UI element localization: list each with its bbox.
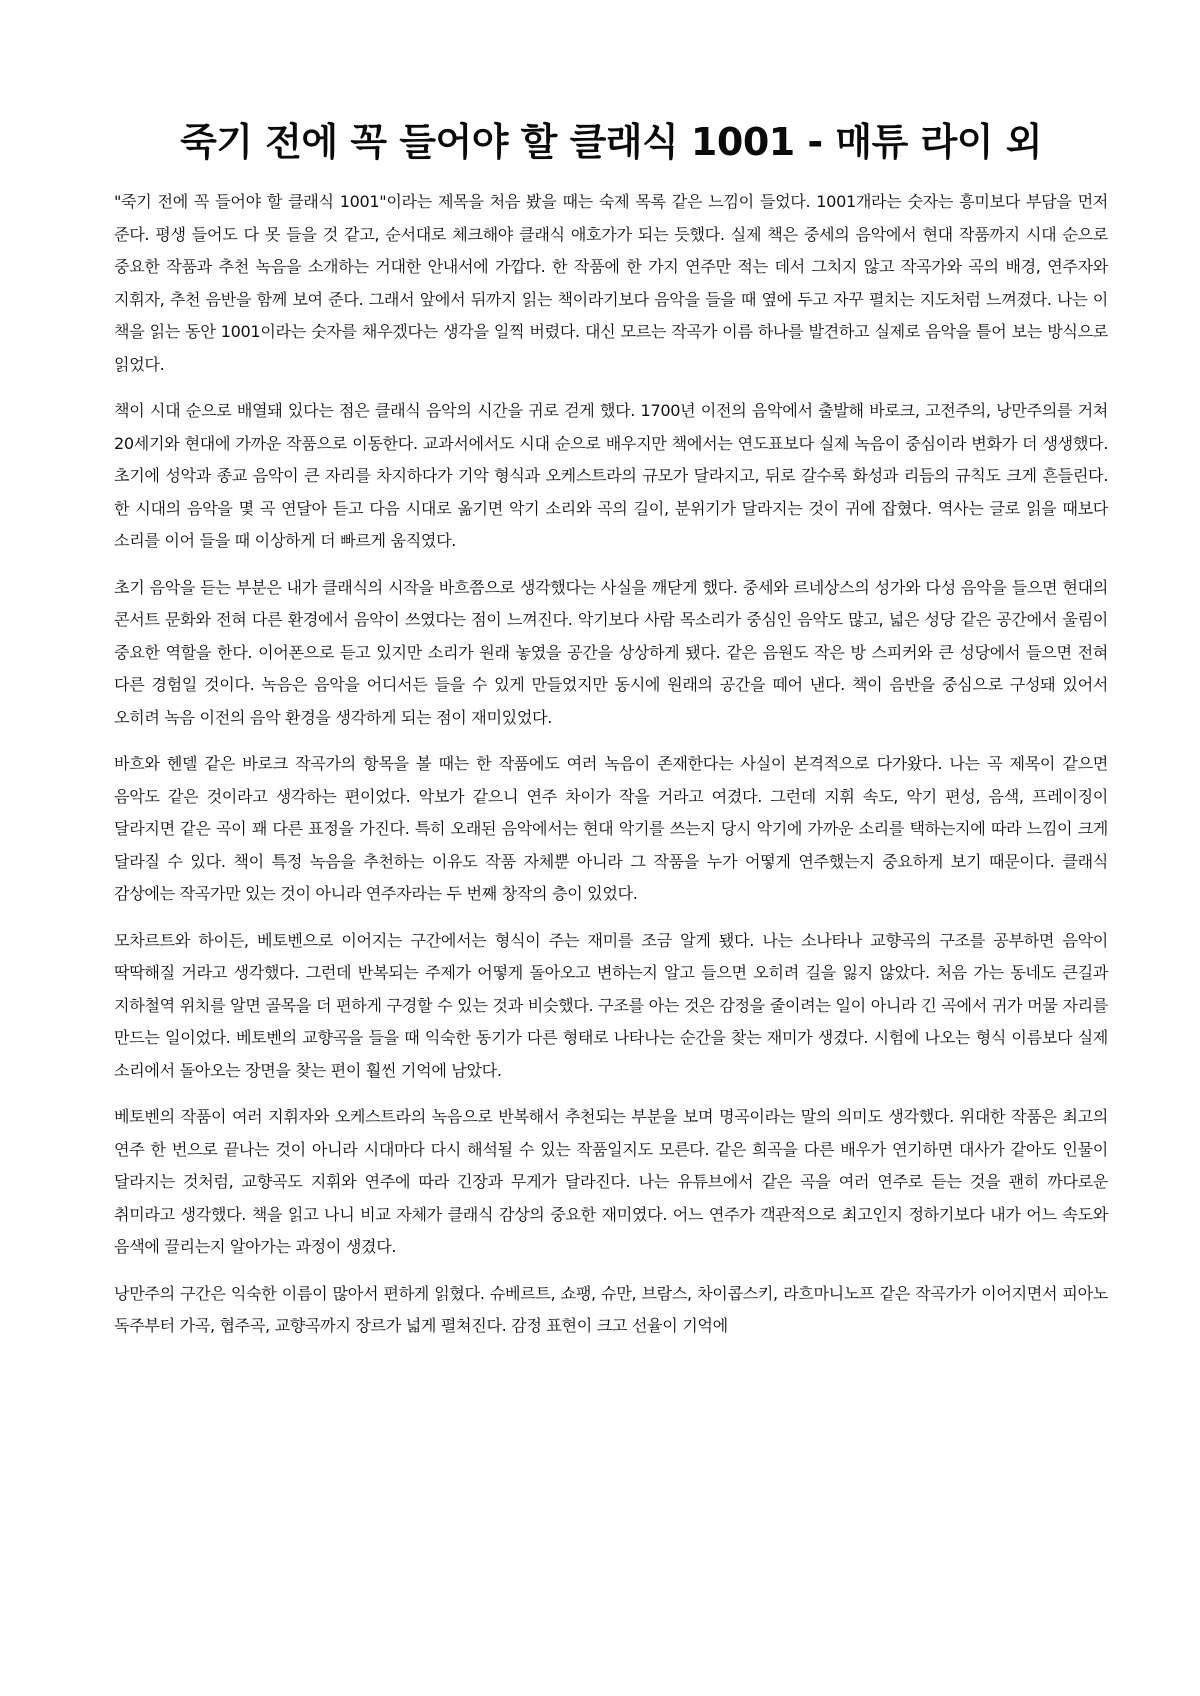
document-body	[114, 186, 1108, 1343]
document-title: 죽기 전에 꼭 들어야 할 클래식 1001 - 매튜 라이 외	[180, 120, 1042, 164]
paragraph-1: "죽기 전에 꼭 들어야 할 클래식 1001"이라는 제목을 처음 봤을 때는 숙제 목록 같은 느낌이 들었다. 1001개라는 숫자는 흥미보다 부담을 먼저 준다. 평생 들어도 다 못 들을 것 같고, 순서대로 체크해야 클래식 애호가가 되는 듯했다. 실제 책은 중세의 음악에서 현대 작품까지 시대 순으로 중요한 작품과 추천 녹음을 소개하는 거대한 안내서에 가깝다. 한 작품에 한 가지 연주만 적는 데서 그치지 않고 작곡가와 곡의 배경, 연주자와 지휘자, 추천 음반을 함께 보여 준다. 그래서 앞에서 뒤까지 읽는 책이라기보다 음악을 들을 때 옆에 두고 자꾸 펼치는 지도처럼 느껴졌다. 나는 이 책을 읽는 동안 1001이라는 숫자를 채우겠다는 생각을 일찍 버렸다. 대신 모르는 작곡가 이름 하나를 발견하고 실제로 음악을 틀어 보는 방식으로 읽었다.	[114, 192, 1108, 374]
paragraph-2: 책이 시대 순으로 배열돼 있다는 점은 클래식 음악의 시간을 귀로 걷게 했다. 1700년 이전의 음악에서 출발해 바로크, 고전주의, 낭만주의를 거쳐 20세기와 현대에 가까운 작품으로 이동한다. 교과서에서도 시대 순으로 배우지만 책에서는 연도표보다 실제 녹음이 중심이라 변화가 더 생생했다. 초기에 성악과 종교 음악이 큰 자리를 차지하다가 기악 형식과 오케스트라의 규모가 달라지고, 뒤로 갈수록 화성과 리듬의 규칙도 크게 흔들린다. 한 시대의 음악을 몇 곡 연달아 듣고 다음 시대로 옮기면 악기 소리와 곡의 길이, 분위기가 달라지는 것이 귀에 잡혔다. 역사는 글로 읽을 때보다 소리를 이어 들을 때 이상하게 더 빠르게 움직였다.	[114, 401, 1108, 550]
paragraph-5: 모차르트와 하이든, 베토벤으로 이어지는 구간에서는 형식이 주는 재미를 조금 알게 됐다. 나는 소나타나 교향곡의 구조를 공부하면 음악이 딱딱해질 거라고 생각했다. 그런데 반복되는 주제가 어떻게 돌아오고 변하는지 알고 들으면 오히려 길을 잃지 않았다. 처음 가는 동네도 큰길과 지하철역 위치를 알면 골목을 더 편하게 구경할 수 있는 것과 비슷했다. 구조를 아는 것은 감정을 줄이려는 일이 아니라 긴 곡에서 귀가 머물 자리를 만드는 일이었다. 베토벤의 교향곡을 들을 때 익숙한 동기가 다른 형태로 나타나는 순간을 찾는 재미가 생겼다. 시험에 나오는 형식 이름보다 실제 소리에서 돌아오는 장면을 찾는 편이 훨씬 기억에 남았다.	[114, 930, 1108, 1080]
paragraph-4: 바흐와 헨델 같은 바로크 작곡가의 항목을 볼 때는 한 작품에도 여러 녹음이 존재한다는 사실이 본격적으로 다가왔다. 나는 곡 제목이 같으면 음악도 같은 것이라고 생각하는 편이었다. 악보가 같으니 연주 차이가 작을 거라고 여겼다. 그런데 지휘 속도, 악기 편성, 음색, 프레이징이 달라지면 같은 곡이 꽤 다른 표정을 가진다. 특히 오래된 음악에서는 현대 악기를 쓰는지 당시 악기에 가까운 소리를 택하는지에 따라 느낌이 크게 달라질 수 있다. 책이 특정 녹음을 추천하는 이유도 작품 자체뿐 아니라 그 작품을 누가 어떻게 연주했는지 중요하게 보기 때문이다. 클래식 감상에는 작곡가만 있는 것이 아니라 연주자라는 두 번째 창작의 층이 있었다.	[114, 754, 1108, 903]
paragraph-3: 초기 음악을 듣는 부분은 내가 클래식의 시작을 바흐쯤으로 생각했다는 사실을 깨닫게 했다. 중세와 르네상스의 성가와 다성 음악을 들으면 현대의 콘서트 문화와 전혀 다른 환경에서 음악이 쓰였다는 점이 느껴진다. 악기보다 사람 목소리가 중심인 음악도 많고, 넓은 성당 같은 공간에서 울림이 중요한 역할을 한다. 이어폰으로 듣고 있지만 소리가 원래 놓였을 공간을 상상하게 됐다. 같은 음원도 작은 방 스피커와 큰 성당에서 들으면 전혀 다른 경험일 것이다. 녹음은 음악을 어디서든 들을 수 있게 만들었지만 동시에 원래의 공간을 떼어 낸다. 책이 음반을 중심으로 구성돼 있어서 오히려 녹음 이전의 음악 환경을 생각하게 되는 점이 재미있었다.	[114, 577, 1108, 727]
paragraph-7: 낭만주의 구간은 익숙한 이름이 많아서 편하게 읽혔다. 슈베르트, 쇼팽, 슈만, 브람스, 차이콥스키, 라흐마니노프 같은 작곡가가 이어지면서 피아노 독주부터 가곡, 협주곡, 교향곡까지 장르가 넓게 펼쳐진다. 감정 표현이 크고 선율이 기억에	[114, 1283, 1108, 1335]
paragraph-6: 베토벤의 작품이 여러 지휘자와 오케스트라의 녹음으로 반복해서 추천되는 부분을 보며 명곡이라는 말의 의미도 생각했다. 위대한 작품은 최고의 연주 한 번으로 끝나는 것이 아니라 시대마다 다시 해석될 수 있는 작품일지도 모른다. 같은 희곡을 다른 배우가 연기하면 대사가 같아도 인물이 달라지는 것처럼, 교향곡도 지휘와 연주에 따라 긴장과 무게가 달라진다. 나는 유튜브에서 같은 곡을 여러 연주로 듣는 것을 괜히 까다로운 취미라고 생각했다. 책을 읽고 나니 비교 자체가 클래식 감상의 중요한 재미였다. 어느 연주가 객관적으로 최고인지 정하기보다 내가 어느 속도와 음색에 끌리는지 알아가는 과정이 생겼다.	[114, 1107, 1108, 1256]
